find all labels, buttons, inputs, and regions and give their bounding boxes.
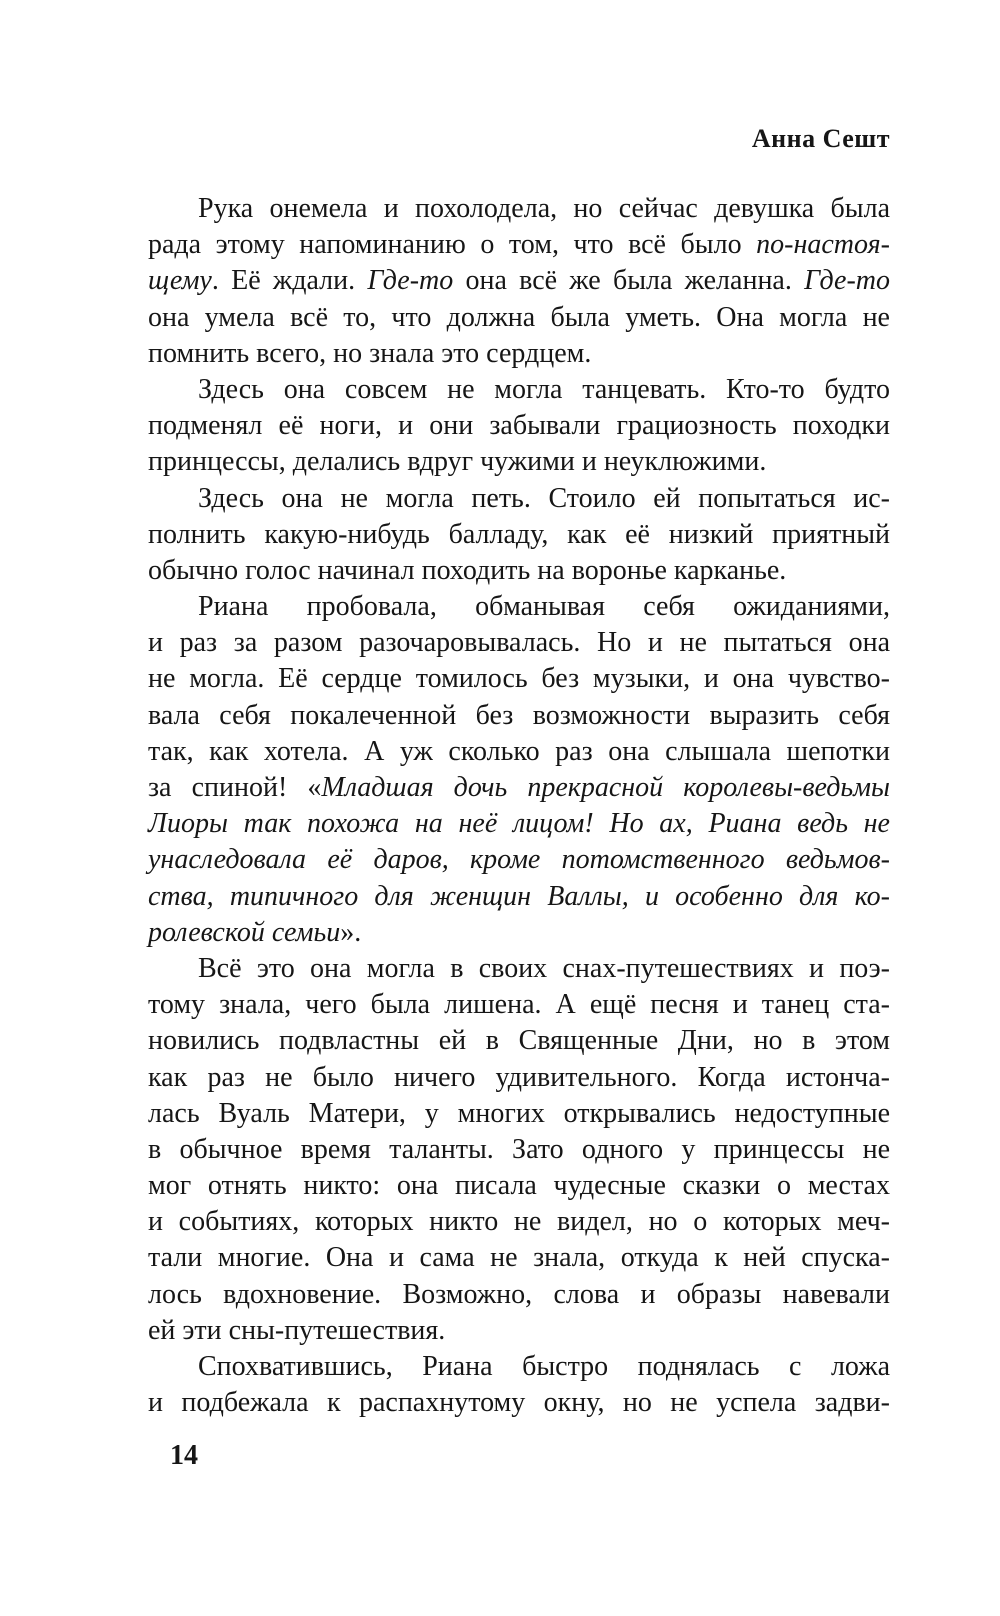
text-run: в обычное время таланты. Зато одного у принцессы не (148, 1133, 890, 1165)
text-line (148, 698, 890, 734)
text-run: лось вдохновение. Возможно, слова и образы навевали (148, 1278, 890, 1310)
text-run: Здесь она не могла петь. Стоило ей попытаться ис- (198, 482, 890, 514)
text-line (148, 300, 890, 336)
text-line (148, 1023, 890, 1059)
text-run: подменял её ноги, и они забывали грациозность походки (148, 410, 890, 442)
text-line (148, 770, 890, 806)
text-run: принцессы, делались вдруг чужими и неуклюжими. (148, 446, 767, 478)
text-run: лась Вуаль Матери, у многих открывались недоступные (148, 1097, 890, 1129)
text-run: Риана пробовала, обманывая себя ожиданиями, (198, 591, 890, 623)
text-line (148, 625, 890, 661)
text-line (148, 1060, 890, 1096)
text-run: ей эти сны-путешествия. (148, 1314, 446, 1346)
text-run: она умела всё то, что должна была уметь. Она могла не (148, 301, 890, 333)
text-line (148, 517, 890, 553)
text-run: ». (340, 916, 362, 948)
text-run: и событиях, которых никто не видел, но о которых меч- (148, 1206, 890, 1238)
text-line (148, 806, 890, 842)
text-run: . Её ждали. (211, 265, 368, 297)
page-body (148, 191, 890, 1421)
text-line (148, 1204, 890, 1240)
text-line (148, 444, 890, 480)
text-line (148, 987, 890, 1023)
italic-text-run: ролевской семьи (148, 916, 341, 948)
text-run: так, как хотела. А уж сколько раз она слышала шепотки (148, 735, 890, 767)
text-run: мог отнять никто: она писала чудесные сказки о местах (148, 1170, 890, 1202)
italic-text-run: Где-то (804, 265, 890, 297)
text-line (148, 191, 890, 227)
running-header-author: Анна Сешт (751, 124, 890, 153)
text-line (148, 1240, 890, 1276)
text-line (148, 734, 890, 770)
text-line (148, 227, 890, 263)
text-line (148, 915, 890, 951)
italic-text-run: по-настоя- (756, 229, 890, 261)
text-line (148, 1385, 890, 1421)
text-line (148, 372, 890, 408)
text-run: тали многие. Она и сама не знала, откуда к ней спуска- (148, 1242, 890, 1274)
italic-text-run: Лиоры так похожа на неё лицом! Но ах, Риана ведь не (148, 808, 890, 840)
text-run: не могла. Её сердце томилось без музыки, и она чувство- (148, 663, 890, 695)
text-line (148, 1132, 890, 1168)
text-line (148, 481, 890, 517)
italic-text-run: ства, типичного для женщин Валлы, и особенно для ко- (148, 880, 890, 912)
text-line (148, 553, 890, 589)
text-run: как раз не было ничего удивительного. Когда истонча- (148, 1061, 890, 1093)
text-run: помнить всего, но знала это сердцем. (148, 337, 592, 369)
text-line (148, 263, 890, 299)
text-line (148, 589, 890, 625)
text-run: и раз за разом разочаровывалась. Но и не пытаться она (148, 627, 890, 659)
italic-text-run: унаследовала её даров, кроме потомственного ведьмов- (148, 844, 890, 876)
text-run: Спохватившись, Риана быстро поднялась с ложа (198, 1351, 890, 1382)
italic-text-run: Младшая дочь прекрасной королевы-ведьмы (321, 772, 890, 803)
text-line (148, 1096, 890, 1132)
text-line (148, 408, 890, 444)
text-run: тому знала, чего была лишена. А ещё песня и танец ста- (148, 989, 890, 1021)
text-line (148, 1277, 890, 1313)
text-run: Рука онемела и похолодела, но сейчас девушка была (198, 193, 890, 224)
text-line (148, 951, 890, 987)
text-line (148, 661, 890, 697)
text-run: Всё это она могла в своих снах-путешествиях и поэ- (198, 952, 890, 984)
text-run: вала себя покалеченной без возможности выразить себя (148, 699, 890, 731)
text-run: за спиной! « (148, 772, 322, 803)
text-line (148, 336, 890, 372)
text-line (148, 842, 890, 878)
text-run: рада этому напоминанию о том, что всё было (148, 229, 757, 261)
text-line (148, 879, 890, 915)
page-number: 14 (170, 1440, 198, 1471)
italic-text-run: щему (148, 265, 212, 297)
text-run: Здесь она совсем не могла танцевать. Кто-то будто (198, 373, 890, 405)
text-run: полнить какую-нибудь балладу, как её низкий приятный (148, 518, 890, 550)
text-run: обычно голос начинал походить на воронье карканье. (148, 554, 787, 586)
text-run: новились подвластны ей в Священные Дни, но в этом (148, 1025, 890, 1057)
text-line (148, 1313, 890, 1349)
text-line (148, 1349, 890, 1385)
text-run: и подбежала к распахнутому окну, но не успела задви- (148, 1387, 890, 1419)
text-line (148, 1168, 890, 1204)
italic-text-run: Где-то (367, 265, 454, 297)
text-run: она всё же была желанна. (453, 265, 805, 297)
